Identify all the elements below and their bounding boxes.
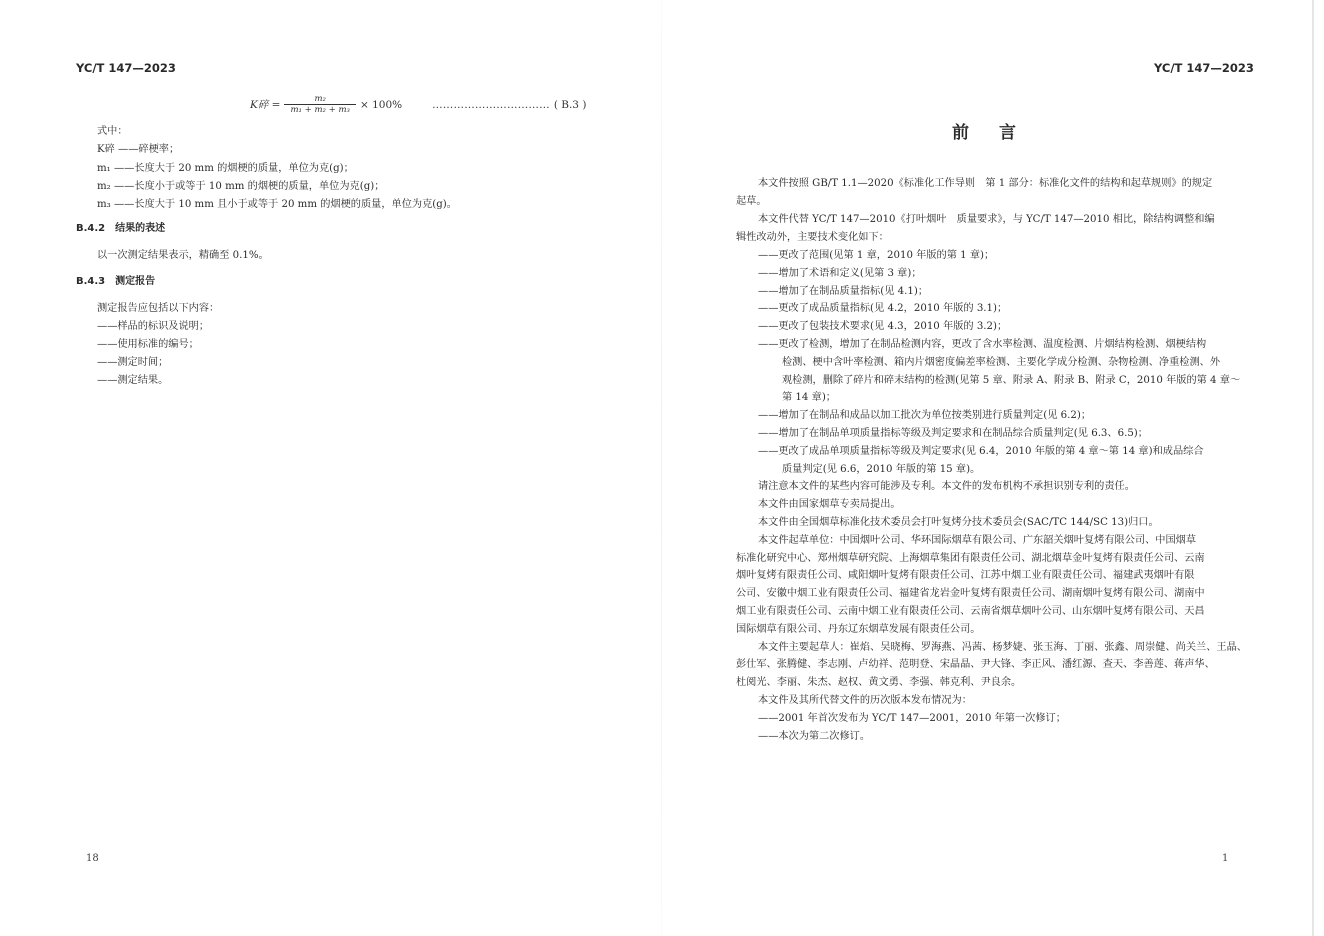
formula-times: × 100% [359,98,403,111]
change-item: ——增加了术语和定义(见第 3 章)； [758,268,922,279]
result-statement: 以一次测定结果表示，精确至 0.1%。 [97,250,269,261]
preface-line: 辑性改动外，主要技术变化如下： [736,232,889,243]
change-item: ——更改了范围(见第 1 章，2010 年版的第 1 章)； [758,250,995,261]
report-line: ——使用标准的编号； [97,339,199,350]
formula-denominator: m₁ + m₂ + m₃ [284,104,355,115]
history-item: ——2001 年首次发布为 YC/T 147—2001，2010 年第一次修订； [758,713,1066,724]
page-number: 1 [1222,853,1229,864]
formula-var-m1: m₁ ——长度大于 20 mm 的烟梗的质量，单位为克(g)； [97,163,354,174]
preface-line: 标准化研究中心、郑州烟草研究院、上海烟草集团有限责任公司、湖北烟草金叶复烤有限责任公司、云南 [736,553,1205,564]
preface-line: 请注意本文件的某些内容可能涉及专利。本文件的发布机构不承担识别专利的责任。 [758,481,1135,492]
formula-b3 [250,94,586,115]
page-header: YC/T 147—2023 [76,61,176,75]
change-item-cont: 质量判定(见 6.6，2010 年版的第 15 章)。 [782,464,981,475]
page-number: 18 [86,853,99,864]
formula-var-m2: m₂ ——长度小于或等于 10 mm 的烟梗的质量，单位为克(g)； [97,181,385,192]
preface-line: 国际烟草有限公司、丹东辽东烟草发展有限责任公司。 [736,624,981,635]
change-item-cont: 观检测，删除了碎片和碎末结构的检测(见第 5 章、附录 A、附录 B、附录 C，2010 年版的第 4 章～ [782,375,1241,386]
formula-dots: …………………………… [432,98,550,111]
report-line: 测定报告应包括以下内容： [97,303,220,314]
formula-var-m3: m₃ ——长度大于 10 mm 且小于或等于 20 mm 的烟梗的质量，单位为克(g)。 [97,199,457,210]
page-title: 前言 [952,123,1046,143]
formula-number: ( B.3 ) [553,98,587,111]
preface-line: 杜阅光、李丽、朱杰、赵权、黄文勇、李强、韩克利、尹良余。 [736,677,1022,688]
change-item-cont: 第 14 章)； [782,392,836,403]
preface-line: 本文件代替 YC/T 147—2010《打叶烟叶 质量要求》，与 YC/T 147—2010 相比，除结构调整和编 [758,214,1215,225]
change-item: ——更改了成品单项质量指标等级及判定要求(见 6.4，2010 年版的第 4 章～第 14 章)和成品综合 [758,446,1204,457]
preface-line: 烟工业有限责任公司、云南中烟工业有限责任公司、云南省烟草烟叶公司、山东烟叶复烤有限公司、天昌 [736,606,1205,617]
page-header: YC/T 147—2023 [1154,61,1254,75]
change-item: ——增加了在制品和成品以加工批次为单位按类别进行质量判定(见 6.2)； [758,410,1092,421]
section-heading-b42: B.4.2 结果的表述 [76,223,166,234]
right-page [662,0,1324,936]
preface-line: 本文件及其所代替文件的历次版本发布情况为： [758,695,972,706]
formula-fraction [284,94,355,115]
formula-lhs: K碎 = [250,99,281,111]
preface-line: 起草。 [736,196,767,207]
change-item: ——更改了检测，增加了在制品检测内容，更改了含水率检测、温度检测、片烟结构检测、烟梗结构 [758,339,1207,350]
history-item: ——本次为第二次修订。 [758,731,871,742]
preface-line: 烟叶复烤有限责任公司、咸阳烟叶复烤有限责任公司、江苏中烟工业有限责任公司、福建武夷烟叶有限 [736,570,1195,581]
change-item: ——更改了包装技术要求(见 4.3，2010 年版的 3.2)； [758,321,1008,332]
preface-line: 本文件起草单位：中国烟叶公司、华环国际烟草有限公司、广东韶关烟叶复烤有限公司、中国烟草 [758,535,1197,546]
preface-line: 本文件由全国烟草标准化技术委员会打叶复烤分技术委员会(SAC/TC 144/SC 13)归口。 [758,517,1159,528]
change-item: ——增加了在制品单项质量指标等级及判定要求和在制品综合质量判定(见 6.3、6.5)； [758,428,1148,439]
section-heading-b43: B.4.3 测定报告 [76,276,156,287]
preface-line: 彭仕军、张腾健、李志刚、卢幼祥、范明登、宋晶晶、尹大锋、李正风、潘红源、查天、李善莲、蒋声华、 [736,659,1215,670]
preface-line: 公司、安徽中烟工业有限责任公司、福建省龙岩金叶复烤有限责任公司、湖南烟叶复烤有限公司、湖南中 [736,588,1205,599]
change-item-cont: 检测、梗中含叶率检测、箱内片烟密度偏差率检测、主要化学成分检测、杂物检测、净重检测、外 [782,357,1221,368]
preface-line: 本文件主要起草人：崔焰、吴晓梅、罗海燕、冯茜、杨梦婕、张玉海、丁丽、张鑫、周崇健、尚关兰、王晶、 [758,642,1247,653]
change-item: ——更改了成品质量指标(见 4.2，2010 年版的 3.1)； [758,303,1008,314]
formula-where: 式中： [97,126,128,137]
formula-numerator: m₂ [314,94,326,104]
change-item: ——增加了在制品质量指标(见 4.1)； [758,286,929,297]
preface-line: 本文件由国家烟草专卖局提出。 [758,499,901,510]
formula-var-k: K碎 ——碎梗率； [97,144,180,155]
report-line: ——测定时间； [97,357,169,368]
report-line: ——测定结果。 [97,375,169,386]
report-line: ——样品的标识及说明； [97,321,210,332]
preface-line: 本文件按照 GB/T 1.1—2020《标准化工作导则 第 1 部分：标准化文件的结构和起草规则》的规定 [758,178,1213,189]
